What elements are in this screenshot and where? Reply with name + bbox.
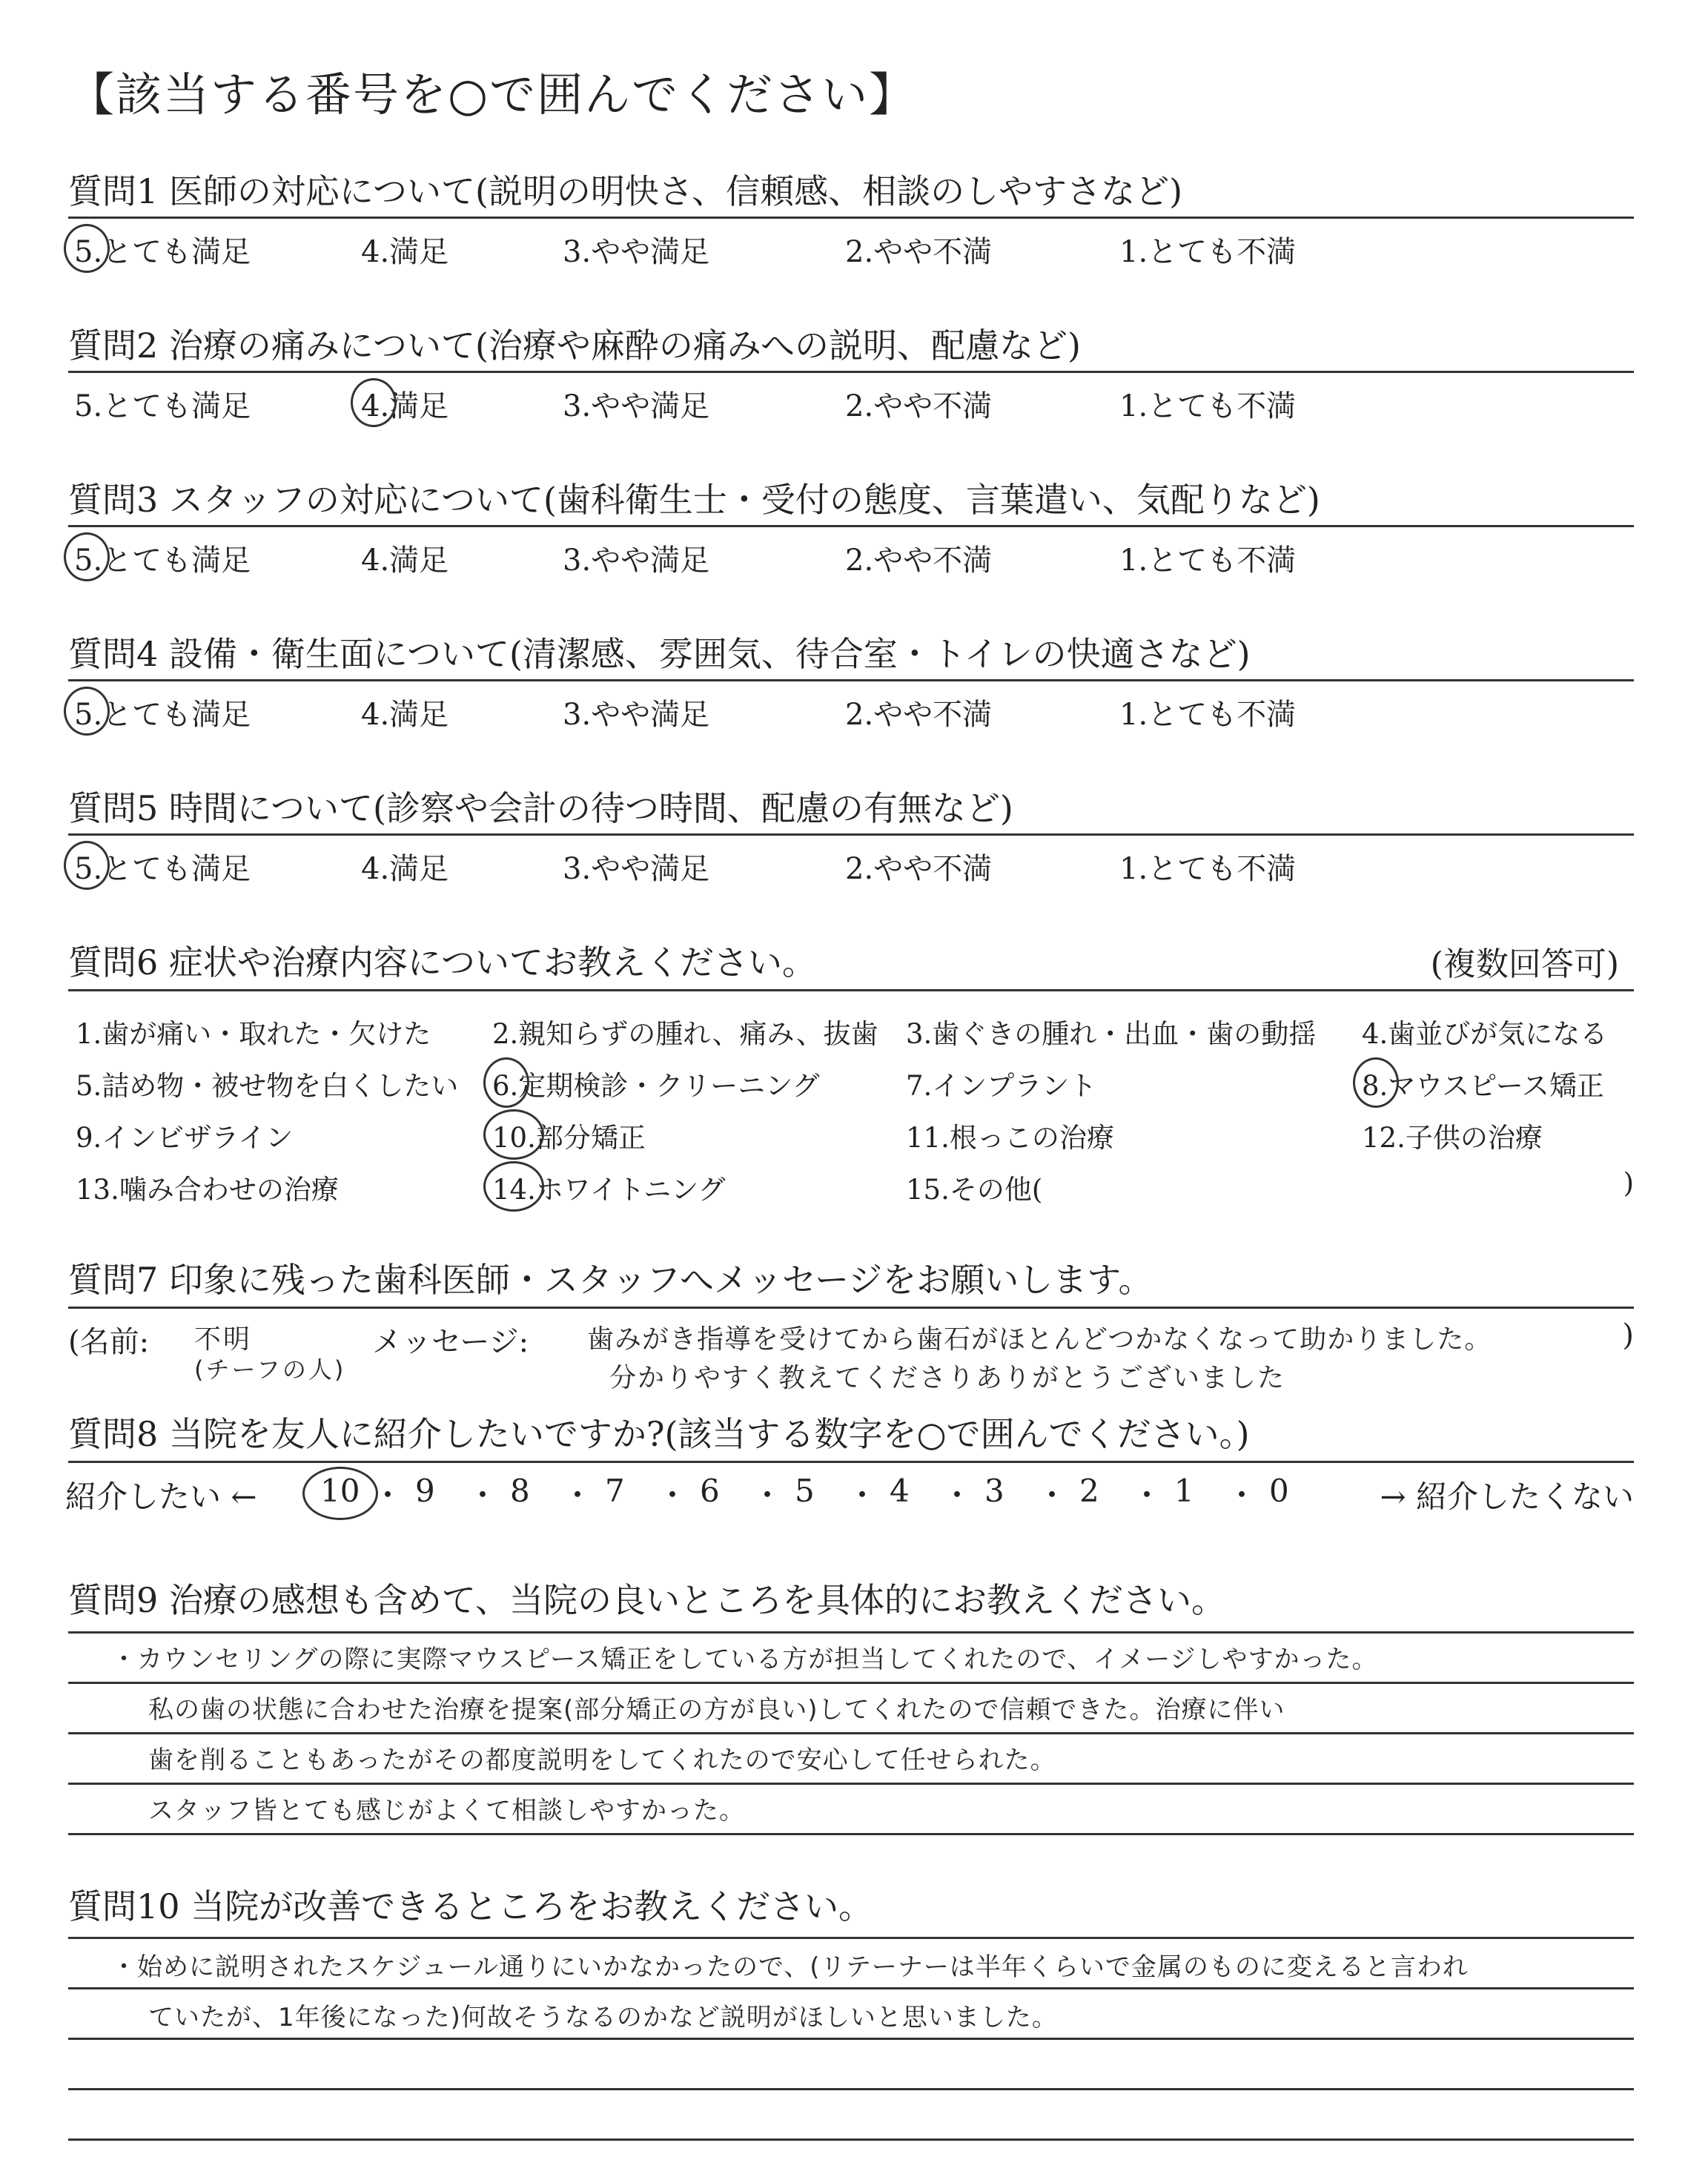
rating-option-5[interactable]: 5.とても満足 [74,698,251,732]
rating-option-1[interactable]: 1.とても不満 [1119,389,1297,423]
divider [68,217,1634,219]
rating-option-1[interactable]: 1.とても不満 [1119,698,1297,732]
question-title: 質問2 治療の痛みについて(治療や麻酔の痛みへの説明、配慮など) [68,326,1081,366]
question-7 [68,1253,1634,1401]
scale-value-4[interactable]: 4 [890,1473,910,1509]
not-recommend-label: → 紹介したくない [1380,1479,1634,1515]
selected-circle-mark [64,224,110,273]
symptom-option-8[interactable]: 8.マウスピース矯正 [1362,1070,1604,1102]
question-4 [68,627,1634,731]
question-title: 質問6 症状や治療内容についてお教えください。 [68,942,816,982]
handwritten-answer-line: 歯を削ることもあったがその都度説明をしてくれたので安心して任せられた。 [148,1745,1056,1775]
selected-circle-mark [351,378,397,427]
selected-circle-mark [483,1057,529,1108]
rating-option-3[interactable]: 3.やや満足 [563,235,710,269]
question-title: 質問9 治療の感想も含めて、当院の良いところを具体的にお教えください。 [68,1580,1225,1620]
multi-answer-note: (複数回答可) [1430,945,1619,983]
rating-option-2[interactable]: 2.やや不満 [845,852,993,886]
name-note: (チーフの人) [194,1355,346,1384]
rating-option-3[interactable]: 3.やや満足 [563,544,710,578]
message-line-2: 分かりやすく教えてくださりありがとうございました [609,1363,1286,1393]
selected-circle-mark [483,1161,544,1212]
divider [68,525,1634,527]
selected-circle-mark [64,687,110,736]
selected-circle-mark [302,1467,378,1520]
symptom-option-7[interactable]: 7.インプラント [906,1070,1097,1102]
rating-option-4[interactable]: 4.満足 [361,698,449,732]
scale-separator-dot: ・ [1131,1477,1163,1513]
answer-rule-line [68,1732,1634,1734]
scale-value-3[interactable]: 3 [984,1473,1004,1509]
rating-option-5[interactable]: 5.とても満足 [74,389,251,423]
recommend-label: 紹介したい ← [65,1479,257,1515]
handwritten-answer-line: 私の歯の状態に合わせた治療を提案(部分矯正の方が良い)してくれたので信頼できた。治療に伴い [148,1695,1285,1725]
symptom-option-5[interactable]: 5.詰め物・被せ物を白くしたい [76,1070,459,1102]
scale-separator-dot: ・ [562,1477,594,1513]
symptom-option-1[interactable]: 1.歯が痛い・取れた・欠けた [76,1018,431,1050]
symptom-option-12[interactable]: 12.子供の治療 [1362,1122,1543,1154]
rating-option-2[interactable]: 2.やや不満 [845,389,993,423]
question-title: 質問3 スタッフの対応について(歯科衛生士・受付の態度、言葉遣い、気配りなど) [68,480,1320,520]
question-8 [65,1407,1634,1526]
scale-separator-dot: ・ [752,1477,784,1513]
question-1 [68,165,1634,268]
rating-option-3[interactable]: 3.やや満足 [563,852,710,886]
scale-value-5[interactable]: 5 [795,1473,815,1509]
handwritten-answer-line: ていたが、1年後になった)何故そうなるのかなど説明がほしいと思いました。 [148,2003,1058,2032]
question-3 [68,473,1634,577]
question-title: 質問1 医師の対応について(説明の明快さ、信頼感、相談のしやすさなど) [68,171,1183,211]
answer-rule-line [68,2088,1634,2090]
name-label: (名前: [68,1325,150,1359]
symptom-option-9[interactable]: 9.インビザライン [76,1122,294,1154]
symptom-option-13[interactable]: 13.噛み合わせの治療 [76,1174,339,1206]
symptom-option-15[interactable]: 15.その他( [906,1174,1043,1206]
answer-rule-line [68,1937,1634,1939]
symptom-option-2[interactable]: 2.親知らずの腫れ、痛み、抜歯 [492,1018,878,1050]
page-title: 【該当する番号を○で囲んでください】 [68,67,917,122]
rating-option-4[interactable]: 4.満足 [361,235,449,269]
answer-rule-line [68,1987,1634,1989]
scale-value-10[interactable]: 10 [320,1473,360,1509]
answer-rule-line [68,1631,1634,1634]
question-10 [68,1880,1634,1926]
question-title: 質問7 印象に残った歯科医師・スタッフへメッセージをお願いします。 [68,1260,1153,1300]
scale-separator-dot: ・ [467,1477,499,1513]
scale-separator-dot: ・ [1226,1477,1258,1513]
handwritten-answer-line: ・カウンセリングの際に実際マウスピース矯正をしている方が担当してくれたので、イメージしやすかった。 [111,1645,1378,1674]
message-label: メッセージ: [372,1325,529,1359]
divider [68,1307,1634,1309]
scale-separator-dot: ・ [1036,1477,1068,1513]
selected-circle-mark [483,1109,544,1160]
rating-option-1[interactable]: 1.とても不満 [1119,544,1297,578]
rating-option-4[interactable]: 4.満足 [361,389,449,423]
selected-circle-mark [64,841,110,890]
divider [68,371,1634,373]
question-9 [68,1573,1634,1620]
symptom-option-3[interactable]: 3.歯ぐきの腫れ・出血・歯の動揺 [906,1018,1317,1050]
symptom-option-14[interactable]: 14.ホワイトニング [492,1174,726,1206]
symptom-option-4[interactable]: 4.歯並びが気になる [1362,1018,1608,1050]
message-line-1: 歯みがき指導を受けてから歯石がほとんどつかなくなって助かりました。 [587,1324,1492,1355]
divider [68,989,1634,991]
scale-separator-dot: ・ [372,1477,404,1513]
scale-separator-dot: ・ [847,1477,878,1513]
scale-value-1[interactable]: 1 [1174,1473,1194,1509]
rating-option-3[interactable]: 3.やや満足 [563,389,710,423]
question-5 [68,782,1634,885]
divider [68,1461,1634,1463]
question-title: 質問5 時間について(診察や会計の待つ時間、配慮の有無など) [68,788,1013,828]
name-value: 不明 [194,1324,253,1355]
rating-option-5[interactable]: 5.とても満足 [74,544,251,578]
question-6 [68,936,1634,1232]
question-title: 質問10 当院が改善できるところをお教えください。 [68,1886,873,1926]
handwritten-answer-line: ・始めに説明されたスケジュール通りにいかなかったので、(リテーナーは半年くらいで金属のものに変えると言われ [111,1952,1469,1982]
answer-rule-line [68,2138,1634,2141]
rating-option-1[interactable]: 1.とても不満 [1119,235,1297,269]
rating-option-5[interactable]: 5.とても満足 [74,235,251,269]
symptom-option-6[interactable]: 6.定期検診・クリーニング [492,1070,820,1102]
symptom-option-11[interactable]: 11.根っこの治療 [906,1122,1114,1154]
scale-value-9[interactable]: 9 [415,1473,435,1509]
rating-option-2[interactable]: 2.やや不満 [845,235,993,269]
divider [68,833,1634,836]
rating-option-4[interactable]: 4.満足 [361,544,449,578]
handwritten-answer-line: スタッフ皆とても感じがよくて相談しやすかった。 [148,1796,745,1826]
question-title: 質問4 設備・衛生面について(清潔感、雰囲気、待合室・トイレの快適さなど) [68,634,1251,674]
divider [68,679,1634,681]
other-close-paren: ) [1623,1167,1634,1199]
rating-option-5[interactable]: 5.とても満足 [74,852,251,886]
scale-value-2[interactable]: 2 [1079,1473,1099,1509]
rating-option-4[interactable]: 4.満足 [361,852,449,886]
answer-rule-line [68,1833,1634,1835]
close-paren: ) [1622,1318,1634,1353]
rating-option-3[interactable]: 3.やや満足 [563,698,710,732]
rating-option-2[interactable]: 2.やや不満 [845,698,993,732]
symptom-option-10[interactable]: 10.部分矯正 [492,1122,646,1154]
answer-rule-line [68,1783,1634,1785]
rating-option-2[interactable]: 2.やや不満 [845,544,993,578]
scale-separator-dot: ・ [941,1477,973,1513]
scale-separator-dot: ・ [657,1477,689,1513]
answer-rule-line [68,1682,1634,1684]
question-title: 質問8 当院を友人に紹介したいですか?(該当する数字を○で囲んでください。) [68,1414,1250,1454]
selected-circle-mark [1353,1057,1399,1108]
scale-value-8[interactable]: 8 [510,1473,530,1509]
rating-option-1[interactable]: 1.とても不満 [1119,852,1297,886]
scale-value-0[interactable]: 0 [1269,1473,1289,1509]
scale-value-7[interactable]: 7 [605,1473,625,1509]
selected-circle-mark [64,532,110,581]
answer-rule-line [68,2038,1634,2040]
scale-value-6[interactable]: 6 [700,1473,720,1509]
question-2 [68,319,1634,423]
